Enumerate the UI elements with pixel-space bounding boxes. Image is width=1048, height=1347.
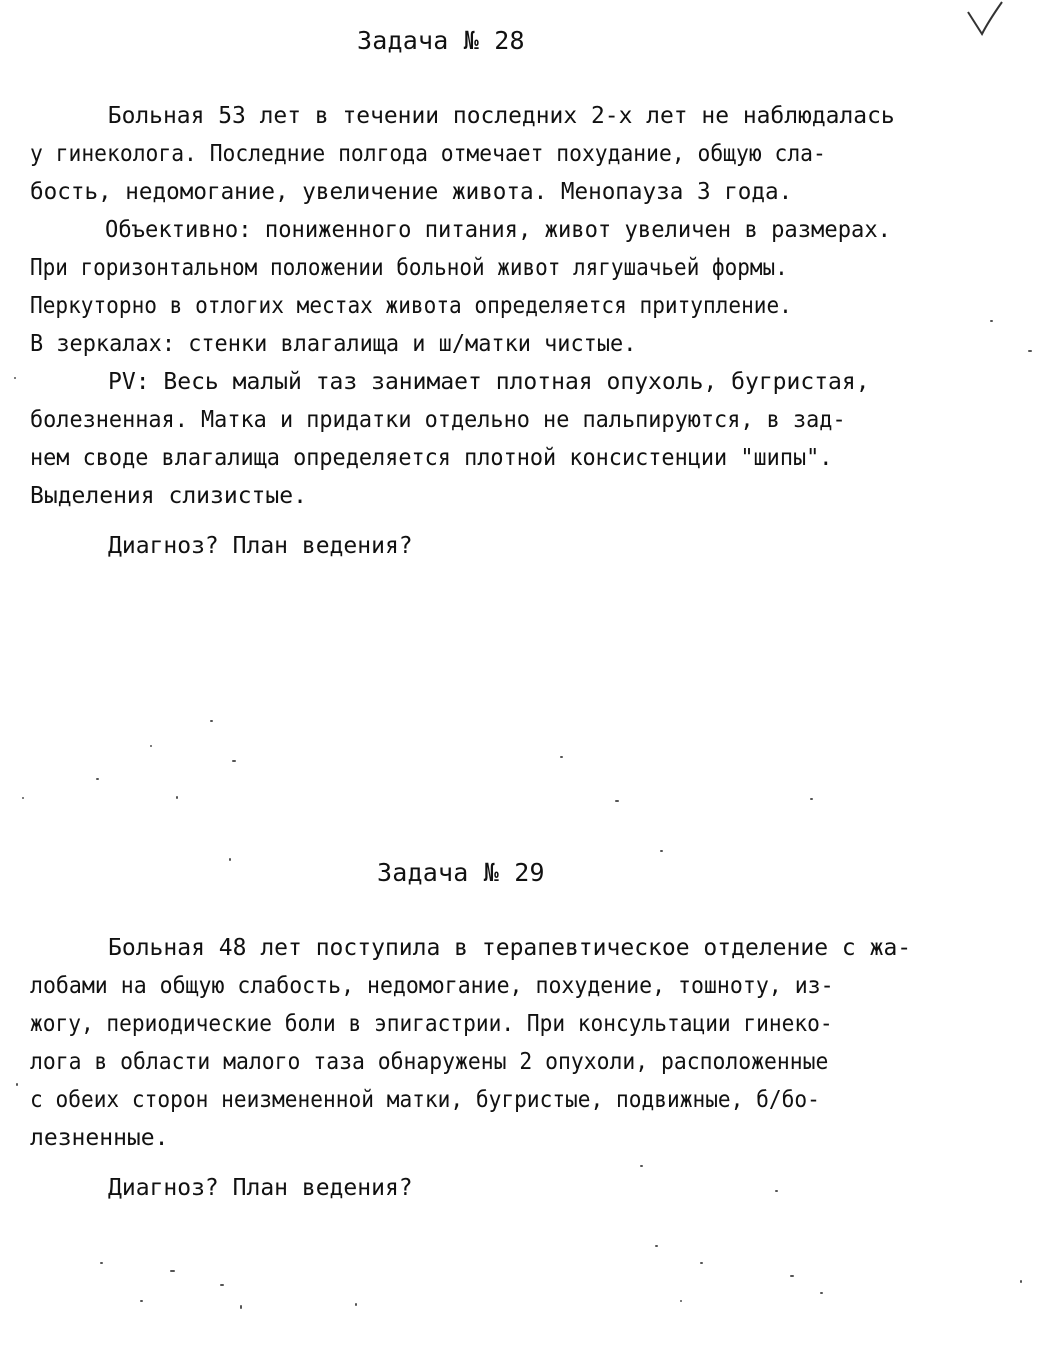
task-28-line: нем своде влагалища определяется плотной консистенции "шипы". [30,445,833,471]
task-29-line: с обеих сторон неизмененной матки, бугристые, подвижные, б/бо- [30,1087,820,1113]
task-28-line: PV: Весь малый таз занимает плотная опухоль, бугристая, [108,369,870,395]
task-29-line: жогу, периодические боли в эпигастрии. При консультации гинеко- [30,1011,833,1037]
task-29-title: Задача № 29 [377,858,545,887]
task-29-line: лога в области малого таза обнаружены 2 опухоли, расположенные [30,1049,829,1075]
task-28-question: Диагноз? План ведения? [108,533,413,559]
task-28 [30,24,1020,565]
task-29 [30,856,1020,1207]
task-29-line: Больная 48 лет поступила в терапевтическое отделение с жа- [108,935,912,961]
task-28-line: у гинеколога. Последние полгода отмечает похудание, общую сла- [30,141,826,167]
task-28-line: бость, недомогание, увеличение живота. Менопауза 3 года. [30,179,793,205]
task-28-line: При горизонтальном положении больной живот лягушачьей формы. [30,255,788,281]
task-29-question: Диагноз? План ведения? [108,1175,413,1201]
task-28-line: Выделения слизистые. [30,483,307,509]
task-29-line: лобами на общую слабость, недомогание, похудение, тошноту, из- [30,973,834,999]
task-28-line: Перкуторно в отлогих местах живота определяется притупление. [30,293,792,319]
task-28-line: болезненная. Матка и придатки отдельно не пальпируются, в зад- [30,407,846,433]
task-28-line: В зеркалах: стенки влагалища и ш/матки чистые. [30,331,637,357]
task-28-line: Больная 53 лет в течении последних 2-х лет не наблюдалась [107,103,895,129]
task-29-line: лезненные. [30,1125,169,1151]
task-28-line: Объективно: пониженного питания, живот увеличен в размерах. [105,217,891,243]
task-28-title: Задача № 28 [357,26,525,55]
